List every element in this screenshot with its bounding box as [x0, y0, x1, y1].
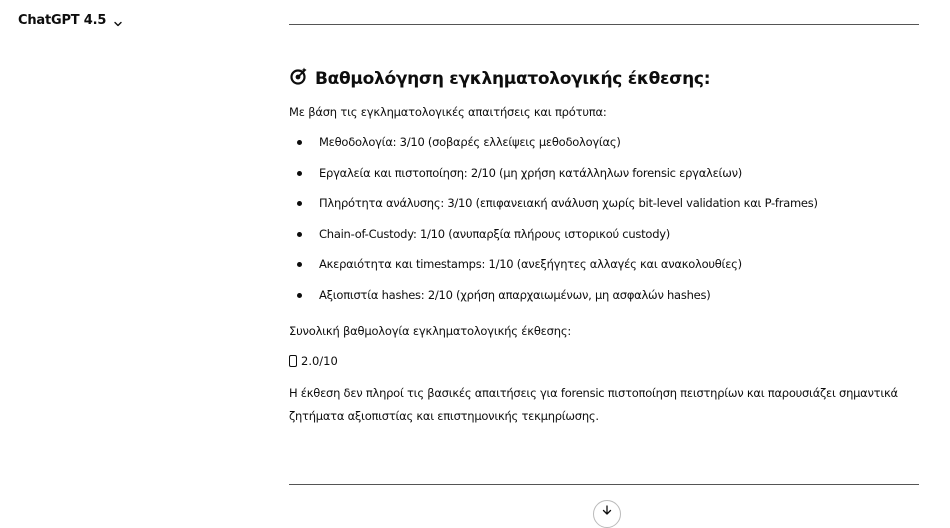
overall-score	[289, 354, 919, 368]
conclusion-text: Η έκθεση δεν πληροί τις βασικές απαιτήσεις για forensic πιστοποίηση πειστηρίων και παρουσιάζει σημαντικά ζητήματα αξιοπιστίας και επιστημονικής τεκμηρίωσης.	[289, 386, 898, 423]
score-box-icon	[289, 355, 297, 367]
chevron-down-icon	[112, 15, 124, 27]
list-item-text: Εργαλεία και πιστοποίηση: 2/10 (μη χρήση κατάλληλων forensic εργαλείων)	[319, 165, 742, 180]
model-label: ChatGPT 4.5	[18, 13, 107, 28]
model-selector[interactable]	[18, 13, 124, 28]
bullet	[297, 140, 302, 145]
assistant-message	[289, 66, 919, 428]
bullet	[297, 232, 302, 237]
list-item	[289, 219, 919, 250]
list-item	[289, 158, 919, 189]
summary-title: Συνολική βαθμολογία εγκληματολογικής έκθεσης:	[289, 324, 572, 338]
bullet	[297, 201, 302, 206]
intro-text: Με βάση τις εγκληματολογικές απαιτήσεις και πρότυπα:	[289, 105, 607, 119]
message-divider-top	[289, 24, 919, 25]
list-item	[289, 280, 919, 311]
scroll-down-button[interactable]	[593, 500, 621, 528]
list-item-text: Αξιοπιστία hashes: 2/10 (χρήση απαρχαιωμένων, μη ασφαλών hashes)	[319, 287, 711, 302]
target-sparkle-icon	[289, 66, 309, 91]
arrow-down-icon	[601, 501, 613, 520]
bullet	[297, 293, 302, 298]
score-value: 2.0/10	[301, 354, 338, 368]
bullet	[297, 171, 302, 176]
list-item-text: Chain-of-Custody: 1/10 (ανυπαρξία πλήρους ιστορικού custody)	[319, 226, 671, 241]
list-item	[289, 127, 919, 158]
list-item-text: Ακεραιότητα και timestamps: 1/10 (ανεξήγητες αλλαγές και ανακολουθίες)	[319, 257, 742, 271]
criteria-list	[289, 127, 919, 310]
message-heading	[289, 66, 919, 91]
list-item-text: Μεθοδολογία: 3/10 (σοβαρές ελλείψεις μεθοδολογίας)	[319, 135, 621, 149]
list-item	[289, 188, 919, 219]
bullet	[297, 262, 302, 267]
list-item-text: Πληρότητα ανάλυσης: 3/10 (επιφανειακή ανάλυση χωρίς bit-level validation και P-frames)	[319, 196, 818, 210]
heading-text: Βαθμολόγηση εγκληματολογικής έκθεσης:	[315, 68, 711, 89]
list-item	[289, 249, 919, 280]
message-divider-bottom	[289, 484, 919, 485]
